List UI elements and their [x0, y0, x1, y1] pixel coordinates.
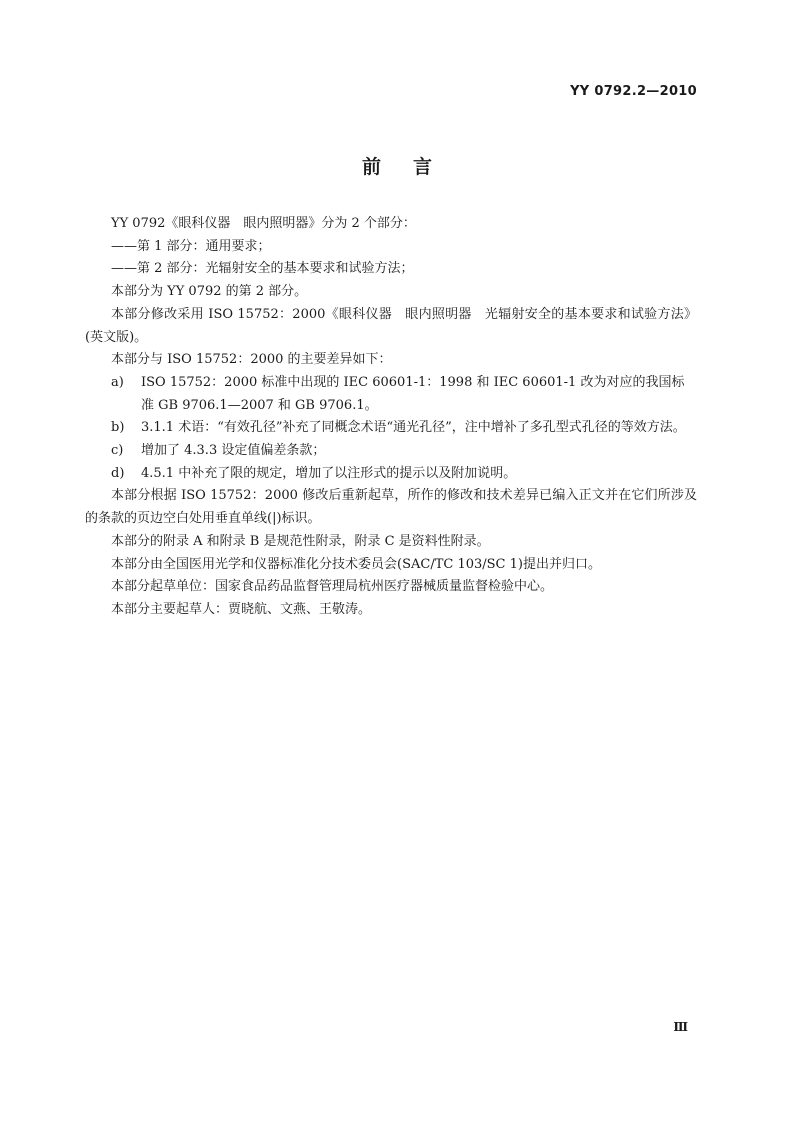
- standard-code: YY 0792.2—2010: [570, 84, 697, 99]
- foreword-body: [85, 213, 697, 622]
- paragraph: 本部分起草单位：国家食品药品监督管理局杭州医疗器械质量监督检验中心。: [111, 579, 554, 595]
- page-number: Ⅲ: [673, 1020, 688, 1034]
- difference-item: [85, 440, 697, 463]
- list-item-text: ISO 15752：2000 标准中出现的 IEC 60601-1：1998 和 IEC 60601-1 改为对应的我国标准 GB 9706.1—2007 和 GB 9706.1。: [141, 374, 685, 413]
- list-item-text: 4.5.1 中补充了限的规定，增加了以注形式的提示以及附加说明。: [141, 465, 517, 481]
- difference-item: [85, 463, 697, 486]
- paragraph: 本部分的附录 A 和附录 B 是规范性附录，附录 C 是资料性附录。: [111, 533, 490, 549]
- paragraph: 本部分由全国医用光学和仪器标准化分技术委员会(SAC/TC 103/SC 1)提出并归口。: [111, 556, 601, 572]
- list-marker: a): [111, 374, 124, 390]
- list-marker: b): [111, 420, 125, 436]
- list-item-text: 3.1.1 术语：“有效孔径”补充了同概念术语“通光孔径”，注中增补了多孔型式孔径的等效方法。: [141, 420, 686, 436]
- paragraph: 本部分根据 ISO 15752：2000 修改后重新起草，所作的修改和技术差异已编入正文并在它们所涉及的条款的页边空白处用垂直单线(|)标识。: [85, 488, 697, 527]
- paragraph: ——第 1 部分：通用要求；: [111, 238, 271, 254]
- difference-item: [85, 417, 697, 440]
- paragraph: 本部分主要起草人：贾晓航、文燕、王敬涛。: [111, 601, 372, 617]
- paragraph: 本部分与 ISO 15752：2000 的主要差异如下：: [111, 352, 392, 368]
- list-item-text: 增加了 4.3.3 设定值偏差条款；: [141, 443, 326, 459]
- paragraph: ——第 2 部分：光辐射安全的基本要求和试验方法；: [111, 261, 414, 277]
- paragraph: YY 0792《眼科仪器 眼内照明器》分为 2 个部分：: [111, 216, 416, 231]
- paragraph: 本部分为 YY 0792 的第 2 部分。: [111, 284, 308, 300]
- list-marker: c): [111, 443, 124, 459]
- page-title: 前言: [361, 156, 464, 178]
- difference-item: [85, 372, 697, 417]
- list-marker: d): [111, 465, 125, 481]
- paragraph: 本部分修改采用 ISO 15752：2000《眼科仪器 眼内照明器 光辐射安全的基本要求和试验方法》(英文版)。: [85, 306, 697, 345]
